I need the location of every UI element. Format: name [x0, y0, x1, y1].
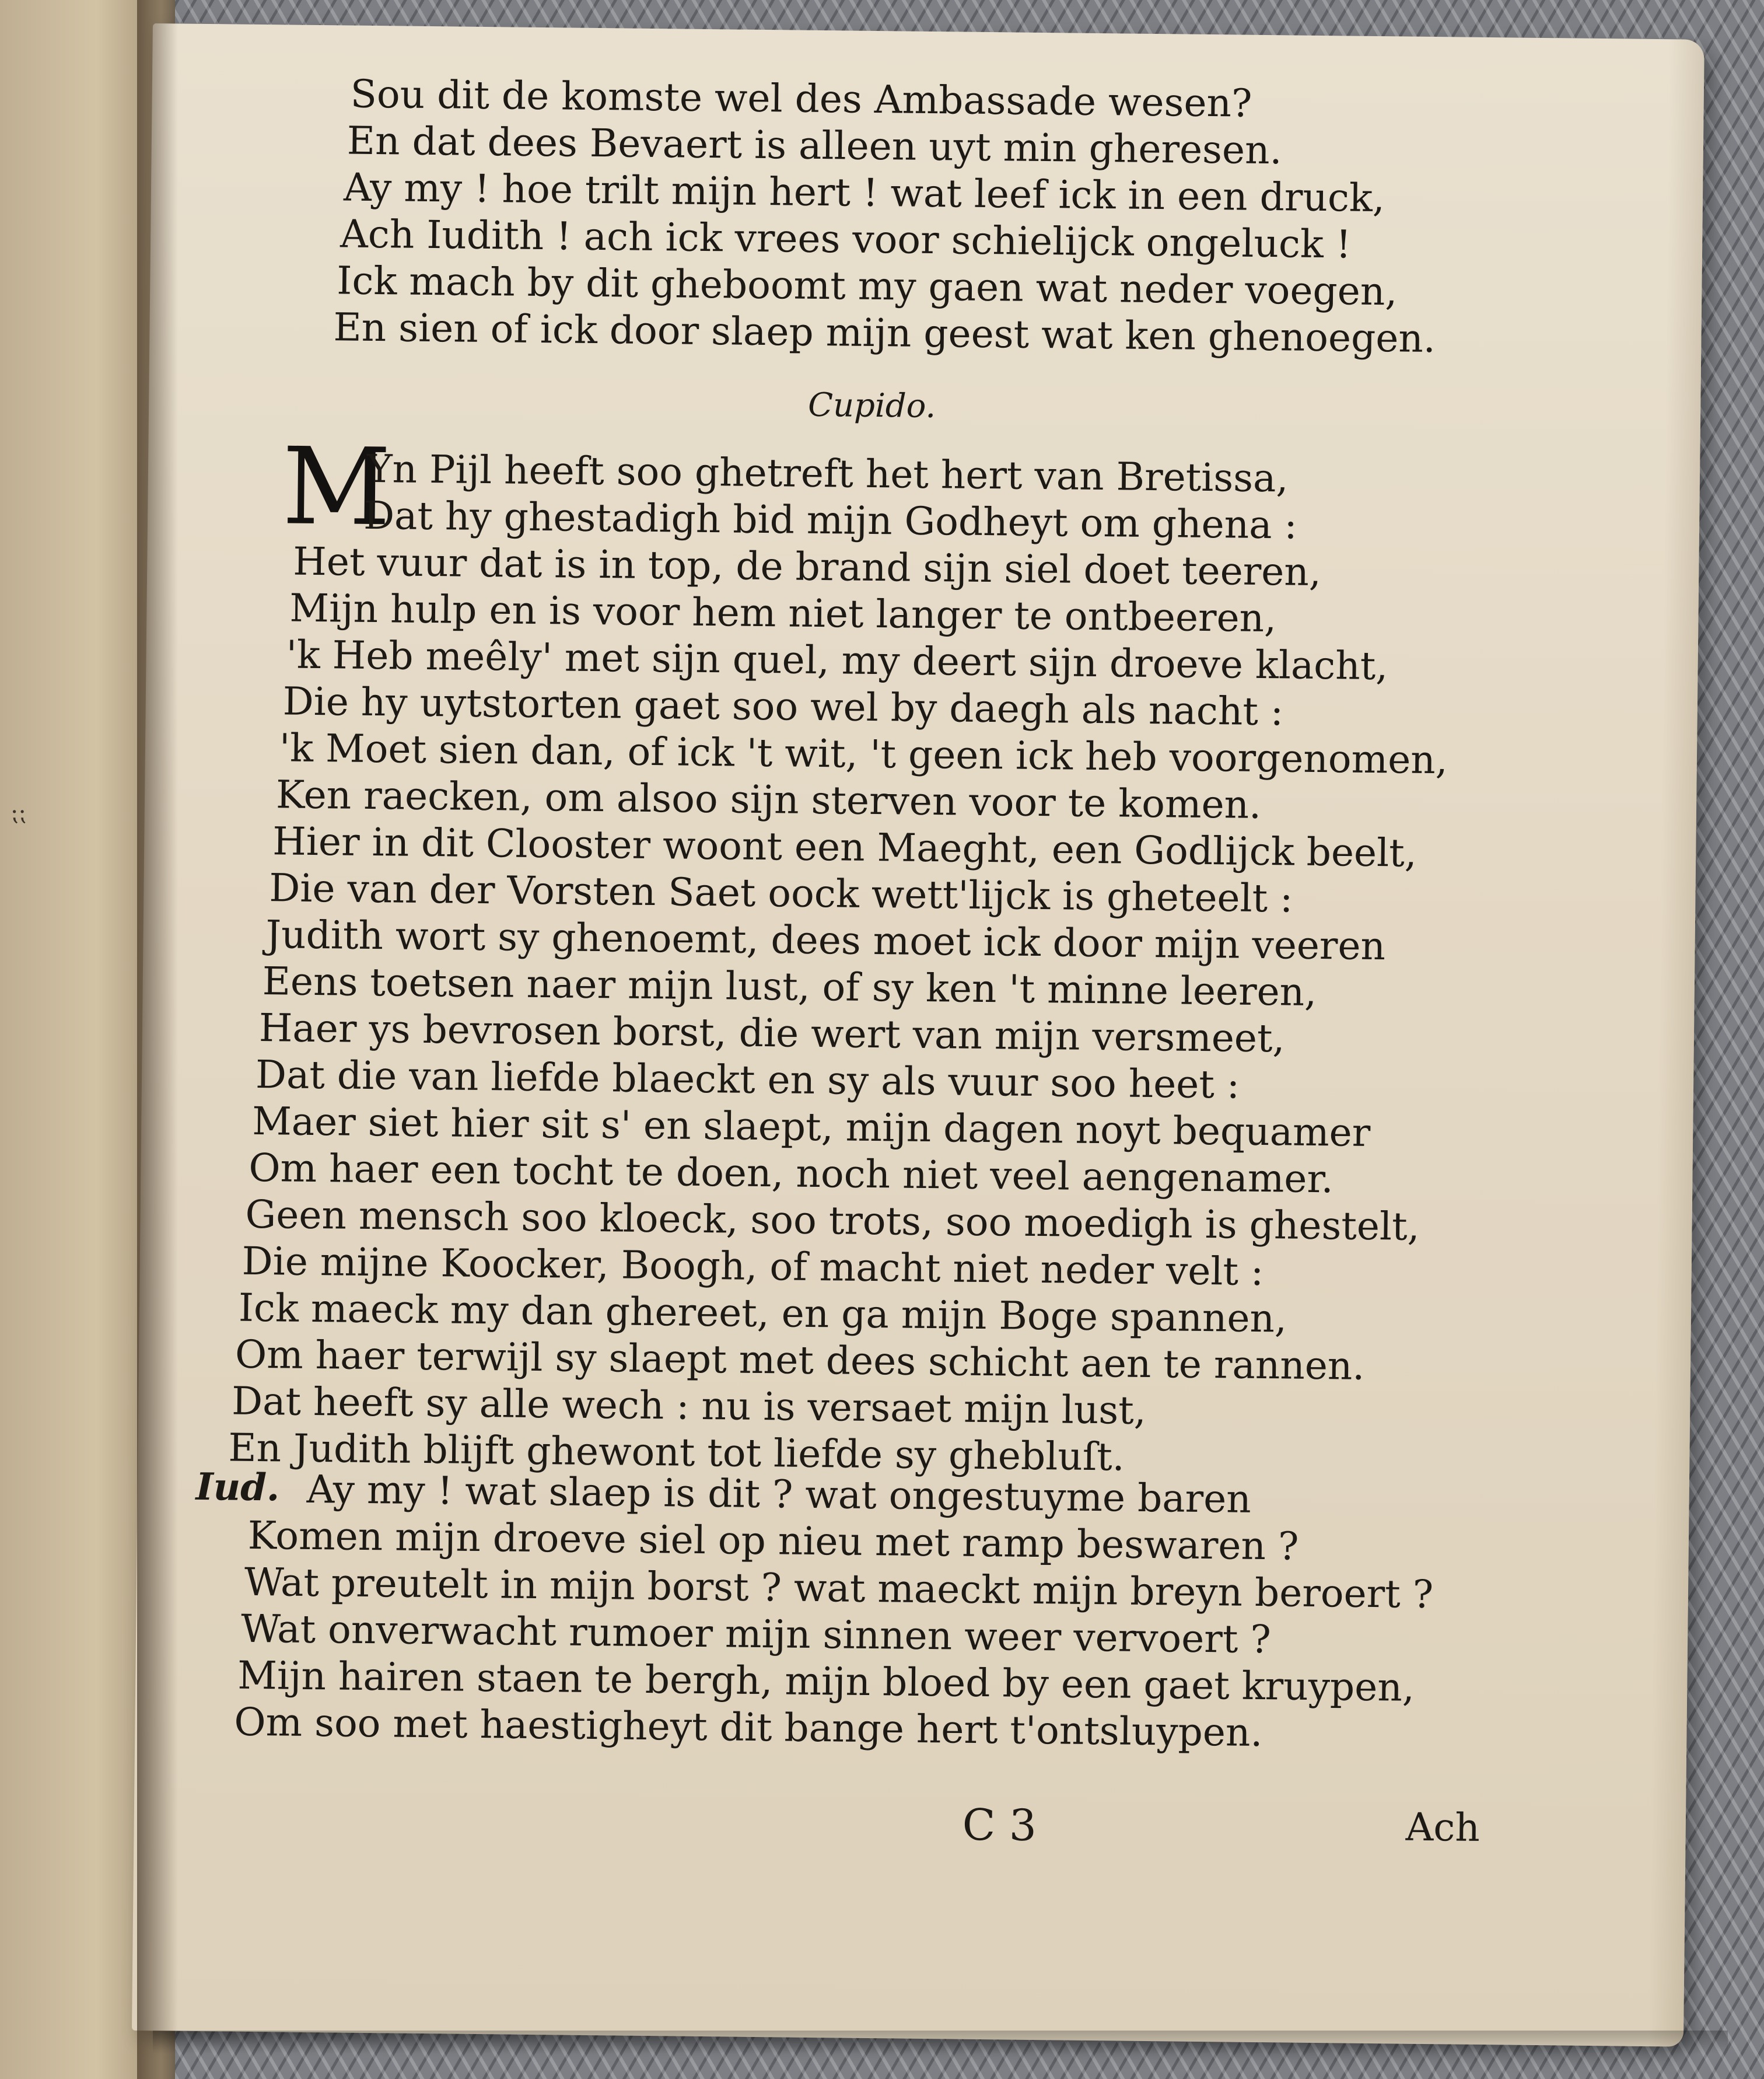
- verse-line: Ick maeck my dan ghereet, en ga mijn Boge spannen,: [238, 1285, 1287, 1341]
- verse-line: Geen mensch soo kloeck, soo trots, soo moedigh is ghestelt,: [245, 1192, 1420, 1249]
- verse-line: Mijn hairen staen te bergh, mijn bloed by een gaet kruypen,: [237, 1652, 1415, 1710]
- book-page: [132, 23, 1704, 2047]
- verse-line: Dat die van liefde blaeckt en sy als vuur soo heet :: [255, 1051, 1240, 1107]
- verse-line: Yn Pijl heeft soo ghetreft het hert van Bretissa,: [366, 446, 1289, 501]
- verse-line: 'k Moet sien dan, of ick 't wit, 't geen ick heb voorgenomen,: [279, 725, 1448, 783]
- verse-line: Ay my ! hoe trilt mijn hert ! wat leef ick in een druck,: [343, 165, 1385, 221]
- verse-line: Die hy uytstorten gaet soo wel by daegh als nacht :: [282, 679, 1284, 735]
- verse-line: Het vuur dat is in top, de brand sijn siel doet teeren,: [292, 539, 1322, 595]
- page-bottom-shadow: [153, 2031, 1728, 2054]
- drop-cap: M: [281, 424, 392, 550]
- verse-line: Eens toetsen naer mijn lust, of sy ken 't minne leeren,: [262, 959, 1317, 1015]
- verse-line: En Judith blijft ghewont tot liefde sy ghebluſt.: [228, 1425, 1125, 1480]
- verse-line: 'k Heb meêly' met sijn quel, my deert sijn droeve klacht,: [286, 632, 1388, 689]
- verse-line: Judith wort sy ghenoemt, dees moet ick door mijn veeren: [265, 912, 1386, 969]
- verse-line: Ick mach by dit gheboomt my gaen wat neder voegen,: [336, 258, 1398, 315]
- catchword: Ach: [1405, 1804, 1480, 1850]
- verse-line: Om haer een tocht te doen, noch niet veel aengenamer.: [249, 1145, 1334, 1202]
- verse-line: Om haer terwijl sy slaept met dees schicht aen te rannen.: [235, 1332, 1365, 1389]
- verse-line: Dat hy ghestadigh bid mijn Godheyt om ghena :: [363, 492, 1298, 548]
- verse-line: En sien of ick door slaep mijn geest wat ken ghenoegen.: [333, 305, 1436, 362]
- verse-line: Ay my ! wat slaep is dit ? wat ongestuyme baren: [306, 1466, 1252, 1522]
- verse-line: En dat dees Bevaert is alleen uyt min gheresen.: [346, 118, 1282, 173]
- verse-line: Ken raecken, om alsoo sijn sterven voor te komen.: [275, 772, 1262, 827]
- speaker-label-jud: Iud.: [195, 1465, 280, 1510]
- verse-line: Haer ys bevrosen borst, die wert van mijn versmeet,: [258, 1005, 1285, 1061]
- verse-line: Komen mijn droeve siel op nieu met ramp beswaren ?: [247, 1512, 1299, 1569]
- signature-mark: C 3: [962, 1800, 1037, 1851]
- verse-line: Om soo met haestigheyt dit bange hert t'ontsluypen.: [234, 1699, 1263, 1756]
- margin-marks: ⁏⁏: [10, 799, 26, 826]
- verse-line: Mijn hulp en is voor hem niet langer te ontbeeren,: [289, 585, 1277, 641]
- verse-line: Wat preutelt in mijn borst ? wat maeckt mijn breyn beroert ?: [244, 1559, 1434, 1617]
- verse-line: Die van der Vorsten Saet oock wett'lijck is gheteelt :: [269, 865, 1293, 921]
- verse-line: Hier in dit Clooster woont een Maeght, een Godlijck beelt,: [272, 819, 1418, 876]
- verse-line: Die mijne Koocker, Boogh, of macht niet neder velt :: [242, 1238, 1264, 1295]
- verse-line: Wat onverwacht rumoer mijn sinnen weer vervoert ?: [240, 1606, 1272, 1662]
- speaker-heading-cupido: Cupido.: [807, 386, 936, 426]
- gutter-shadow: [137, 0, 178, 2079]
- verse-line: Ach Iudith ! ach ick vrees voor schielijck ongeluck !: [340, 211, 1352, 267]
- verse-line: Maer siet hier sit s' en slaept, mijn dagen noyt bequamer: [251, 1098, 1371, 1155]
- verse-line: Sou dit de komste wel des Ambassade wesen?: [350, 71, 1252, 126]
- verse-line: Dat heeft sy alle wech : nu is versaet mijn lust,: [231, 1378, 1147, 1433]
